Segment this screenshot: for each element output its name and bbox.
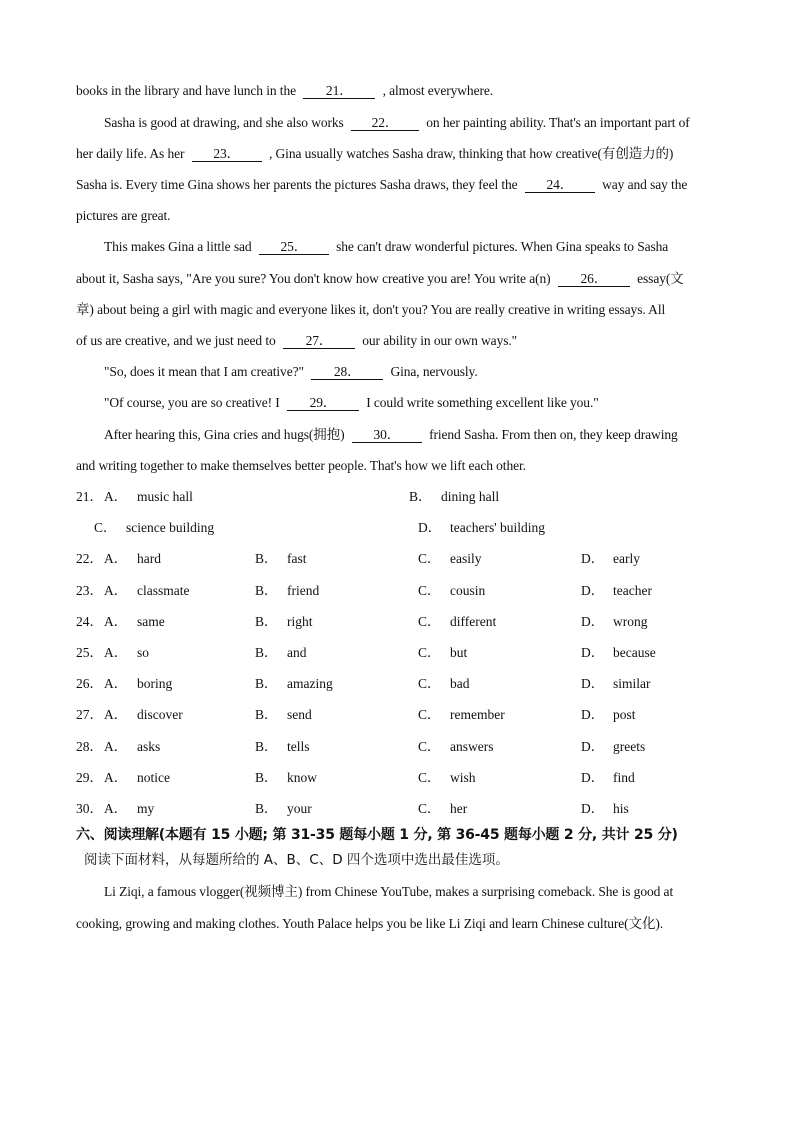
- option-label[interactable]: C．: [418, 739, 441, 754]
- reading-line-1: Li Ziqi, a famous vlogger(视频博主) from Chinese YouTube, makes a surprising comeback. She is good at: [104, 884, 674, 899]
- option-label[interactable]: A．: [104, 614, 128, 629]
- passage-text: our ability in our own ways.": [362, 333, 518, 348]
- passage-line-11: [104, 394, 748, 412]
- option-a[interactable]: so: [137, 645, 150, 660]
- option-label[interactable]: D．: [581, 614, 605, 629]
- option-label[interactable]: B．: [255, 583, 278, 598]
- option-label[interactable]: D．: [581, 707, 605, 722]
- passage-line-3: [76, 145, 748, 163]
- option-c[interactable]: easily: [450, 551, 482, 566]
- option-b[interactable]: know: [287, 770, 317, 785]
- option-b[interactable]: dining hall: [441, 489, 500, 504]
- passage-text: books in the library and have lunch in the: [76, 83, 296, 98]
- passage-text: essay(文: [637, 271, 684, 286]
- passage-text: , almost everywhere.: [382, 83, 494, 98]
- option-label[interactable]: B．: [255, 707, 278, 722]
- passage-line-6: [104, 238, 748, 256]
- passage-text: After hearing this, Gina cries and hugs(拥抱): [104, 427, 345, 442]
- option-c[interactable]: her: [450, 801, 468, 816]
- option-label[interactable]: D．: [418, 520, 442, 535]
- question-number: 22．: [76, 551, 103, 566]
- option-d[interactable]: teacher: [613, 583, 652, 598]
- passage-text: about it, Sasha says, "Are you sure? You don't know how creative you are! You write a(n): [76, 271, 551, 286]
- option-d[interactable]: find: [613, 770, 635, 785]
- option-label[interactable]: A．: [104, 583, 128, 598]
- option-label[interactable]: D．: [581, 583, 605, 598]
- passage-line-7: [76, 270, 748, 288]
- section-heading: 六、阅读理解(本题有 15 小题; 第 31-35 题每小题 1 分, 第 36-45 题每小题 2 分, 共计 25 分): [76, 827, 678, 843]
- passage-text: , Gina usually watches Sasha draw, thinking that how creative(有创造力的): [268, 146, 674, 161]
- option-a[interactable]: hard: [137, 551, 161, 566]
- option-label[interactable]: B．: [255, 739, 278, 754]
- option-label[interactable]: C．: [418, 770, 441, 785]
- option-a[interactable]: discover: [137, 707, 183, 722]
- option-d[interactable]: teachers' building: [450, 520, 546, 535]
- blank-23: 23．: [192, 146, 262, 162]
- option-c[interactable]: bad: [450, 676, 470, 691]
- passage-line-13: and writing together to make themselves better people. That's how we lift each other.: [76, 458, 526, 473]
- passage-text: Sasha is good at drawing, and she also works: [104, 115, 344, 130]
- option-label[interactable]: B．: [255, 645, 278, 660]
- option-label[interactable]: D．: [581, 770, 605, 785]
- option-label[interactable]: B．: [255, 801, 278, 816]
- option-c[interactable]: answers: [450, 739, 494, 754]
- option-label[interactable]: B．: [255, 770, 278, 785]
- question-number: 29．: [76, 770, 103, 785]
- reading-line-2: cooking, growing and making clothes. Youth Palace helps you be like Li Ziqi and learn Chinese culture(文化).: [76, 916, 664, 931]
- passage-text: I could write something excellent like you.": [366, 395, 599, 410]
- option-label[interactable]: A．: [104, 707, 128, 722]
- option-a[interactable]: music hall: [137, 489, 193, 504]
- passage-line-2: [104, 114, 748, 132]
- option-a[interactable]: my: [137, 801, 155, 816]
- option-b[interactable]: amazing: [287, 676, 333, 691]
- option-label[interactable]: D．: [581, 676, 605, 691]
- passage-line-5: pictures are great.: [76, 208, 171, 223]
- option-b[interactable]: your: [287, 801, 312, 816]
- option-label[interactable]: C．: [418, 676, 441, 691]
- passage-text: Sasha is. Every time Gina shows her parents the pictures Sasha draws, they feel the: [76, 177, 518, 192]
- passage-text: her daily life. As her: [76, 146, 185, 161]
- option-label[interactable]: D．: [581, 645, 605, 660]
- option-d[interactable]: post: [613, 707, 636, 722]
- option-label[interactable]: A．: [104, 645, 128, 660]
- blank-26: 26．: [558, 271, 630, 287]
- option-d[interactable]: greets: [613, 739, 646, 754]
- option-d[interactable]: early: [613, 551, 640, 566]
- option-c[interactable]: but: [450, 645, 468, 660]
- option-label[interactable]: C．: [418, 551, 441, 566]
- option-label[interactable]: C．: [418, 583, 441, 598]
- option-label[interactable]: D．: [581, 739, 605, 754]
- passage-line-8: 章) about being a girl with magic and everyone likes it, don't you? You are really creative in writing essays. All: [76, 302, 666, 317]
- option-c[interactable]: wish: [450, 770, 476, 785]
- option-label[interactable]: A．: [104, 801, 128, 816]
- question-number: 27．: [76, 707, 103, 722]
- option-d[interactable]: wrong: [613, 614, 648, 629]
- option-a[interactable]: notice: [137, 770, 170, 785]
- option-b[interactable]: send: [287, 707, 312, 722]
- passage-line-4: [76, 176, 748, 194]
- passage-line-10: [104, 363, 748, 381]
- question-number: 23．: [76, 583, 103, 598]
- passage-line-1: [76, 82, 748, 100]
- blank-27: 27．: [283, 333, 355, 349]
- blank-22: 22．: [351, 115, 419, 131]
- passage-text: "Of course, you are so creative! I: [104, 395, 280, 410]
- option-b[interactable]: right: [287, 614, 313, 629]
- passage-text: on her painting ability. That's an important part of: [426, 115, 690, 130]
- option-label[interactable]: A．: [104, 551, 128, 566]
- option-label[interactable]: B．: [255, 614, 278, 629]
- option-c[interactable]: different: [450, 614, 497, 629]
- blank-24: 24．: [525, 177, 595, 193]
- option-b[interactable]: and: [287, 645, 307, 660]
- option-d[interactable]: because: [613, 645, 656, 660]
- option-label[interactable]: C．: [94, 520, 117, 535]
- blank-30: 30．: [352, 427, 422, 443]
- question-number: 28．: [76, 739, 103, 754]
- blank-21: 21．: [303, 83, 375, 99]
- option-label[interactable]: D．: [581, 551, 605, 566]
- passage-text: This makes Gina a little sad: [104, 239, 252, 254]
- option-label[interactable]: A．: [104, 676, 128, 691]
- blank-29: 29．: [287, 395, 359, 411]
- question-number: 21．: [76, 489, 103, 504]
- question-number: 26．: [76, 676, 103, 691]
- option-b[interactable]: tells: [287, 739, 310, 754]
- option-label[interactable]: C．: [418, 614, 441, 629]
- option-label[interactable]: C．: [418, 645, 441, 660]
- passage-text: way and say the: [602, 177, 688, 192]
- option-label[interactable]: C．: [418, 801, 441, 816]
- option-label[interactable]: C．: [418, 707, 441, 722]
- section-instruction: 阅读下面材料，从每题所给的 A、B、C、D 四个选项中选出最佳选项。: [84, 852, 509, 868]
- passage-line-12: [104, 426, 748, 444]
- passage-text: she can't draw wonderful pictures. When Gina speaks to Sasha: [336, 239, 669, 254]
- passage-line-9: [76, 332, 748, 350]
- option-d[interactable]: his: [613, 801, 629, 816]
- question-number: 25．: [76, 645, 103, 660]
- blank-28: 28．: [311, 364, 383, 380]
- option-label[interactable]: B．: [255, 676, 278, 691]
- question-number: 24．: [76, 614, 103, 629]
- blank-25: 25．: [259, 239, 329, 255]
- passage-text: of us are creative, and we just need to: [76, 333, 276, 348]
- question-number: 30．: [76, 801, 103, 816]
- option-a[interactable]: same: [137, 614, 165, 629]
- option-b[interactable]: friend: [287, 583, 320, 598]
- option-a[interactable]: classmate: [137, 583, 190, 598]
- option-a[interactable]: boring: [137, 676, 173, 691]
- option-c[interactable]: cousin: [450, 583, 486, 598]
- option-c[interactable]: remember: [450, 707, 505, 722]
- option-b[interactable]: fast: [287, 551, 307, 566]
- option-label[interactable]: A．: [104, 489, 128, 504]
- option-label[interactable]: D．: [581, 801, 605, 816]
- passage-text: friend Sasha. From then on, they keep drawing: [429, 427, 678, 442]
- option-label[interactable]: B．: [409, 489, 432, 504]
- passage-text: "So, does it mean that I am creative?": [104, 364, 304, 379]
- option-label[interactable]: B．: [255, 551, 278, 566]
- passage-text: Gina, nervously.: [390, 364, 478, 379]
- option-label[interactable]: A．: [104, 739, 128, 754]
- option-a[interactable]: asks: [137, 739, 161, 754]
- option-c[interactable]: science building: [126, 520, 215, 535]
- option-d[interactable]: similar: [613, 676, 651, 691]
- option-label[interactable]: A．: [104, 770, 128, 785]
